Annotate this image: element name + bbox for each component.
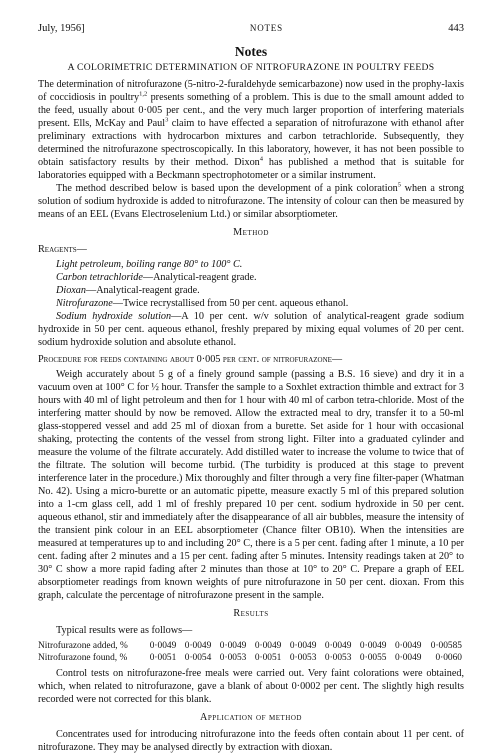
table-cell: 0·0049	[394, 653, 422, 663]
header-date: July, 1956]	[38, 23, 85, 34]
table-row	[38, 640, 464, 652]
table-cell: 0·0060	[435, 653, 462, 663]
table-row	[38, 652, 464, 664]
reference-superscript: 4	[259, 155, 264, 163]
table-cell: 0·0049	[324, 641, 352, 651]
reagent-name: Light petroleum, boiling range 80° to 100° C.	[56, 259, 243, 270]
reagents-heading: Reagents—	[38, 244, 87, 255]
table-cell: 0·0053	[289, 653, 317, 663]
intro-text-b: presents something of a problem. This is due to the small amount added to the feed, usually about 0·005 per cent., and the very much larger proportion of interfering materials present. Ells, McKay and Paul	[38, 92, 464, 129]
intro-text-d: has published a method that is suitable for laboratories equipped with a Beckmann spectrophotometer or a similar instrument.	[38, 157, 464, 181]
notes-title: Notes	[234, 44, 268, 59]
intro-paragraph-1	[38, 78, 464, 182]
reagent-item	[38, 297, 464, 310]
reference-superscript: 5	[397, 181, 402, 189]
reagent-item	[38, 310, 464, 349]
table-cell: 0·0054	[184, 653, 212, 663]
results-intro: Typical results were as follows—	[56, 625, 193, 636]
reagent-name: Dioxan	[56, 285, 86, 296]
running-header	[38, 22, 464, 35]
table-cell: 0·0053	[324, 653, 352, 663]
reference-superscript: 3	[165, 116, 169, 124]
reagent-desc: —A 10 per cent. w/v solution of analytical-reagent grade sodium hydroxide in 50 per cent. aqueous ethanol, freshly prepared by mixing equal volumes of 20 per cent. sodium hydroxide solution and absolute ethanol.	[38, 311, 464, 348]
reagent-desc: —Twice recrystallised from 50 per cent. aqueous ethanol.	[112, 298, 349, 309]
table-cell: 0·0049	[289, 641, 317, 651]
table-cell: 0·0055	[359, 653, 387, 663]
table-cell: 0·0051	[149, 653, 177, 663]
table-cell: 0·0049	[219, 641, 247, 651]
table-cell: 0·0049	[254, 641, 282, 651]
table-cell: 0·0049	[359, 641, 387, 651]
reagent-desc: —Analytical-reagent grade.	[142, 272, 257, 283]
row-label: Nitrofurazone found, %	[38, 653, 128, 663]
table-cell: 0·0049	[149, 641, 177, 651]
application-heading: Application of method	[200, 712, 302, 723]
results-table	[38, 640, 464, 664]
row-label: Nitrofurazone added, %	[38, 641, 128, 651]
procedure-heading: Procedure for feeds containing about 0·005 per cent. of nitrofurazone—	[38, 354, 343, 365]
reagent-name: Sodium hydroxide solution	[56, 311, 172, 322]
reagent-item	[38, 258, 464, 271]
reagent-item	[38, 271, 464, 284]
intro2-text-a: The method described below is based upon the development of a pink coloration	[56, 183, 398, 194]
intro2-text-b: when a strong solution of sodium hydroxide is added to nitrofurazone. The intensity of colour can then be measured by means of an EEL (Evans Electroselenium Ltd.) or similar absorptiometer.	[38, 183, 464, 220]
table-cell: 0·0051	[254, 653, 282, 663]
article-title: A COLORIMETRIC DETERMINATION OF NITROFURAZONE IN POULTRY FEEDS	[67, 62, 435, 73]
header-section: NOTES	[249, 23, 283, 33]
reference-superscript: 1,2	[139, 90, 148, 98]
table-cell: 0·0053	[219, 653, 247, 663]
application-paragraph: Concentrates used for introducing nitrofurazone into the feeds often contain about 11 per cent. of nitrofurazone. They may be analysed directly by extraction with dioxan.	[38, 729, 464, 753]
reagent-item	[38, 284, 464, 297]
intro-text-c: claim to have effected a separation of nitrofurazone with ethanol after preliminary extractions with hydrocarbon mixtures and carbon tetrachloride. Subsequently, they determined the nitrofurazone spectroscopically. In this laboratory, however, it has not been possible to obtain satisfactory results by their method. Dixon	[38, 118, 465, 168]
header-page-number: 443	[448, 23, 464, 34]
reagent-name: Carbon tetrachloride	[56, 272, 143, 283]
reagent-desc: —Analytical-reagent grade.	[86, 285, 200, 296]
procedure-paragraph: Weigh accurately about 5 g of a finely ground sample (passing a B.S. 16 sieve) and dry it in a vacuum oven at 100° C for ½ hour. Transfer the sample to a Soxhlet extraction thimble and extract for 3 hours with 40 ml of light petroleum and then for 1 hour with 40 ml of carbon tetra-chloride. Most of the interfering matter should by now be removed. Allow the extracted meal to dry, transfer it to a 50-ml glass-stoppered vessel and add 25 ml of dioxan from a burette. Set aside for 1 hour with occasional shaking, protecting the contents of the vessel from strong light. Filter into a graduated cylinder and measure the volume of the filtrate accurately. Add distilled water to increase the volume to twice that of the filtrate. The solution will become turbid. (The turbidity is produced at this stage to prevent interference later in the procedure.) Mix thoroughly and filter through a very fine filter-paper (Whatman No. 42). Using a micro-burette or an automatic pipette, measure exactly 5 ml of this prepared solution into a 1-cm glass cell, add 1 ml of freshly prepared 10 per cent. sodium hydroxide in 50 per cent. aqueous ethanol, stir and immediately after the disappearance of all air bubbles, measure the intensity of the transient pink colour in an EEL absorptiometer (Chance filter OB10). When the intensities are measured at temperatures up to and including 20° C, there is a 5 per cent. fading after 1 minute, a 10 per cent. fading after 2 minutes and a 15 per cent. fading after 5 minutes. Intensity readings taken at 20° to 30° C show a more rapid fading after 2 minutes than those at 10° to 20° C. Prepare a graph of EEL absorptiometer readings from known weights of pure nitrofurazone in 50 per cent. dioxan. From this graph, calculate the percentage of nitrofurazone present in the sample.	[38, 369, 464, 601]
control-paragraph: Control tests on nitrofurazone-free meals were carried out. Very faint colorations were obtained, which, when related to nitrofurazone, gave a blank of about 0·0002 per cent. The slightly high results recorded were not corrected for this blank.	[38, 668, 464, 705]
intro-text-a: The determination of nitrofurazone (5-nitro-2-furaldehyde semicarbazone) now used in the prophy-laxis of coccidiosis in poultry	[38, 79, 464, 103]
intro-paragraph-2	[38, 182, 464, 221]
reagent-name: Nitrofurazone	[56, 298, 113, 309]
method-heading: Method	[233, 227, 269, 238]
table-cell: 0·00585	[430, 641, 462, 651]
table-cell: 0·0049	[394, 641, 422, 651]
table-cell: 0·0049	[184, 641, 212, 651]
results-heading: Results	[233, 608, 269, 619]
